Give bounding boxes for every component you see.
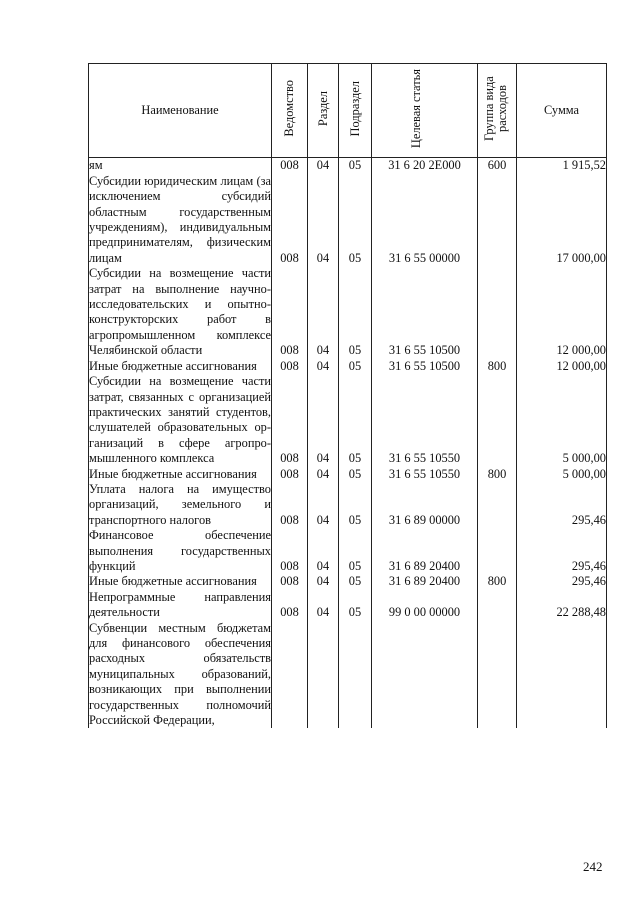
cell-sum: 1 915,52: [517, 158, 607, 174]
cell-podrazdel: 05: [339, 359, 372, 374]
table-row: [89, 621, 607, 729]
cell-target: 31 6 89 00000: [372, 482, 478, 528]
table-row: [89, 359, 607, 374]
cell-razdel: 04: [308, 574, 339, 589]
cell-razdel: 04: [308, 359, 339, 374]
cell-target: 31 6 55 10500: [372, 359, 478, 374]
cell-vedomstvo: 008: [272, 266, 308, 358]
cell-sum: 5 000,00: [517, 467, 607, 482]
table-row: [89, 574, 607, 589]
cell-sum: 12 000,00: [517, 266, 607, 358]
cell-group: [478, 482, 517, 528]
cell-vedomstvo: 008: [272, 528, 308, 574]
cell-vedomstvo: 008: [272, 174, 308, 266]
cell-vedomstvo: 008: [272, 482, 308, 528]
cell-name: Финансовое обеспечение выполнения государственных функций: [89, 528, 271, 573]
header-name: Наименование: [89, 64, 272, 158]
cell-target: 31 6 20 2Е000: [372, 158, 478, 174]
cell-razdel: 04: [308, 158, 339, 174]
cell-group: [478, 266, 517, 358]
cell-sum: 295,46: [517, 482, 607, 528]
budget-table: [88, 63, 607, 728]
cell-sum: 12 000,00: [517, 359, 607, 374]
cell-group: 800: [478, 467, 517, 482]
cell-razdel: 04: [308, 374, 339, 466]
cell-group: [478, 174, 517, 266]
cell-vedomstvo: 008: [272, 467, 308, 482]
cell-name: Иные бюджетные ассигнования: [89, 467, 272, 482]
cell-group: [478, 621, 517, 729]
cell-name: Субвенции местным бюджетам для финансового обеспечения расходных обязательств муниципальных образований, возникающих при выполнении государственных полномочий Российской Федерации,: [89, 620, 271, 728]
header-group: Группа вида расходов: [478, 64, 517, 158]
cell-podrazdel: 05: [339, 528, 372, 574]
cell-razdel: 04: [308, 467, 339, 482]
cell-vedomstvo: 008: [272, 574, 308, 589]
cell-razdel: 04: [308, 174, 339, 266]
cell-podrazdel: 05: [339, 158, 372, 174]
cell-podrazdel: 05: [339, 467, 372, 482]
cell-name: Непрограммные направления деятельности: [89, 589, 271, 620]
table-row: [89, 528, 607, 574]
table-row: [89, 482, 607, 528]
cell-podrazdel: 05: [339, 574, 372, 589]
cell-target: [372, 621, 478, 729]
table-header-row: [89, 64, 607, 158]
cell-razdel: 04: [308, 266, 339, 358]
cell-group: 600: [478, 158, 517, 174]
cell-target: 31 6 89 20400: [372, 574, 478, 589]
cell-sum: 295,46: [517, 574, 607, 589]
cell-group: [478, 528, 517, 574]
cell-podrazdel: 05: [339, 266, 372, 358]
cell-vedomstvo: 008: [272, 374, 308, 466]
cell-target: 31 6 55 10550: [372, 467, 478, 482]
cell-group: 800: [478, 359, 517, 374]
cell-podrazdel: 05: [339, 374, 372, 466]
cell-podrazdel: 05: [339, 482, 372, 528]
cell-razdel: 04: [308, 482, 339, 528]
page-number: 242: [583, 859, 603, 874]
cell-name: ям: [89, 158, 272, 174]
cell-group: [478, 590, 517, 621]
header-vedomstvo: Ведомство: [272, 64, 308, 158]
cell-name: Субсидии на возмещение части затрат, связанных с организацией практических занятий студентов, слушателей образовательных организаций в сфере агропромышленного комплекса: [89, 374, 271, 466]
cell-target: 99 0 00 00000: [372, 590, 478, 621]
cell-sum: [517, 621, 607, 729]
cell-sum: 295,46: [517, 528, 607, 574]
cell-name: Иные бюджетные ассигнования: [89, 359, 272, 374]
table-row: [89, 590, 607, 621]
cell-group: [478, 374, 517, 466]
cell-podrazdel: [339, 621, 372, 729]
cell-target: 31 6 55 10550: [372, 374, 478, 466]
cell-target: 31 6 89 20400: [372, 528, 478, 574]
cell-name: Субсидии юридическим лицам (за исключением субсидий областным государственным учреждениям), индивидуальным предпринимателям, физическим лицам: [89, 173, 271, 265]
cell-podrazdel: 05: [339, 174, 372, 266]
table-row: [89, 174, 607, 266]
cell-podrazdel: 05: [339, 590, 372, 621]
cell-razdel: 04: [308, 590, 339, 621]
cell-sum: 22 288,48: [517, 590, 607, 621]
header-podrazdel: Подраздел: [339, 64, 372, 158]
cell-sum: 17 000,00: [517, 174, 607, 266]
cell-group: 800: [478, 574, 517, 589]
table-row: [89, 158, 607, 174]
cell-target: 31 6 55 10500: [372, 266, 478, 358]
cell-razdel: [308, 621, 339, 729]
header-razdel: Раздел: [308, 64, 339, 158]
cell-vedomstvo: 008: [272, 158, 308, 174]
cell-sum: 5 000,00: [517, 374, 607, 466]
table-row: [89, 266, 607, 358]
cell-name: Субсидии на возмещение части затрат на выполнение научно-исследовательских и опытно-конструкторских работ в агропромышленном комплексе Челябинской области: [89, 266, 271, 358]
cell-razdel: 04: [308, 528, 339, 574]
table-row: [89, 467, 607, 482]
cell-vedomstvo: 008: [272, 590, 308, 621]
cell-name: Иные бюджетные ассигнования: [89, 574, 272, 589]
cell-name: Уплата налога на имущество организаций, земельного и транспортного налогов: [89, 481, 271, 527]
header-target: Целевая статья: [372, 64, 478, 158]
cell-vedomstvo: [272, 621, 308, 729]
cell-vedomstvo: 008: [272, 359, 308, 374]
table-body: [89, 158, 607, 729]
cell-target: 31 6 55 00000: [372, 174, 478, 266]
table-row: [89, 374, 607, 466]
header-sum: Сумма: [517, 64, 607, 158]
